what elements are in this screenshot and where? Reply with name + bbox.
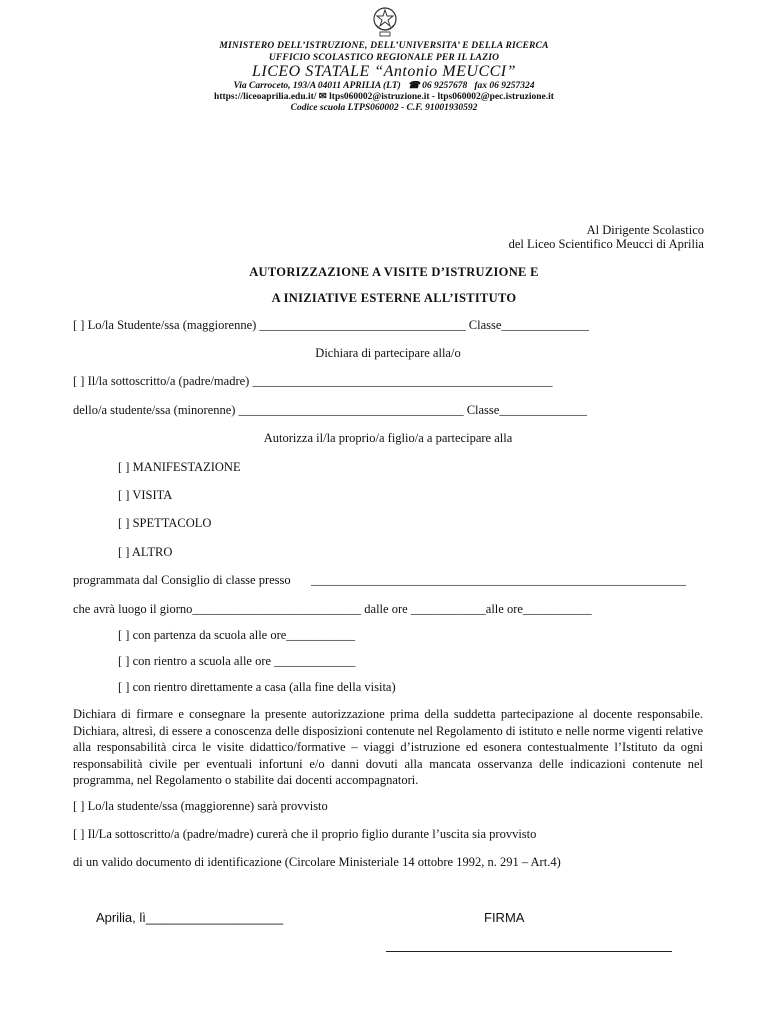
regional-office: UFFICIO SCOLASTICO REGIONALE PER IL LAZIO (268, 53, 500, 63)
programmed-by-blank: ____________________________________________________________ (311, 573, 686, 587)
school-fax: fax 06 9257324 (474, 81, 535, 91)
programmed-by-label: programmata dal Consiglio di classe presso (73, 573, 291, 587)
schedule-line: che avrà luogo il giorno___________________________ dalle ore ____________alle ore___________ (73, 602, 592, 616)
ministry-name: MINISTERO DELL’ISTRUZIONE, DELL’UNIVERSITA’ E DELLA RICERCA (219, 41, 549, 51)
recipient-line-1: Al Dirigente Scolastico (586, 223, 704, 237)
option-manifestazione: [ ] MANIFESTAZIONE (118, 460, 241, 474)
signature-label: FIRMA (484, 910, 525, 925)
italian-republic-emblem-icon (372, 5, 398, 39)
provided-adult-line: [ ] Lo/la studente/ssa (maggiorenne) sarà provvisto (73, 799, 328, 813)
school-website[interactable]: https://liceoaprilia.edu.it/ (214, 92, 317, 102)
document-title-line-1: AUTORIZZAZIONE A VISITE D’ISTRUZIONE E (249, 265, 539, 279)
return-school-option: [ ] con rientro a scuola alle ore _____________ (118, 654, 356, 668)
adult-student-line: [ ] Lo/la Studente/ssa (maggiorenne) _________________________________ Classe______________ (73, 318, 589, 332)
declaration-paragraph: Dichiara di firmare e consegnare la presente autorizzazione prima della suddetta partecipazione al docente responsabile. Dichiara, altresì, di essere a conoscenza delle disposizioni contenute nel Regolamento di istituto e nelle norme vigenti relative alla responsabilità circa le visite didattico/formative – viaggi d’istruzione ed esonera contestualmente l’Istituto da ogni responsabilità civile per eventuali infortuni e/o danni dovuti alla mancata osservanza delle indicazioni contenute nel programma, nel Regolamento o stabilite dai docenti accompagnatori. (73, 707, 703, 787)
school-web-line (0, 91, 768, 102)
authorizes-child: Autorizza il/la proprio/a figlio/a a partecipare alla (263, 431, 513, 445)
envelope-icon: ✉ (318, 92, 327, 102)
departure-option: [ ] con partenza da scuola alle ore___________ (118, 628, 356, 642)
school-phone: 06 9257678 (422, 81, 468, 91)
option-visita: [ ] VISITA (118, 488, 173, 502)
minor-student-line: dello/a studente/ssa (minorenne) ____________________________________ Classe______________ (73, 403, 587, 417)
parent-line: [ ] Il/la sottoscritto/a (padre/madre) ________________________________________________ (73, 374, 553, 388)
school-address-line (0, 80, 768, 91)
signature-line (386, 951, 672, 952)
option-altro: [ ] ALTRO (118, 545, 173, 559)
return-home-option: [ ] con rientro direttamente a casa (alla fine della visita) (118, 680, 396, 694)
place-date-field: Aprilia, lì___________________ (96, 910, 284, 925)
id-document-note: di un valido documento di identificazione (Circolare Ministeriale 14 ottobre 1992, n. 291 – Art.4) (73, 855, 561, 869)
school-name: LICEO STATALE “Antonio MEUCCI” (251, 63, 517, 80)
document-title-line-2: A INIZIATIVE ESTERNE ALL’ISTITUTO (271, 291, 517, 305)
school-address: Via Carroceto, 193/A 04011 APRILIA (LT) (233, 81, 401, 91)
telephone-icon: ☎ (407, 81, 420, 91)
declares-participation: Dichiara di partecipare alla/o (315, 346, 461, 360)
provided-parent-line: [ ] Il/La sottoscritto/a (padre/madre) curerà che il proprio figlio durante l’uscita sia provvisto (73, 827, 537, 841)
recipient-line-2: del Liceo Scientifico Meucci di Aprilia (508, 237, 704, 251)
option-spettacolo: [ ] SPETTACOLO (118, 516, 212, 530)
school-emails[interactable]: ltps060002@istruzione.it - ltps060002@pec.istruzione.it (329, 92, 554, 102)
school-code: Codice scuola LTPS060002 - C.F. 91001930592 (290, 103, 478, 113)
